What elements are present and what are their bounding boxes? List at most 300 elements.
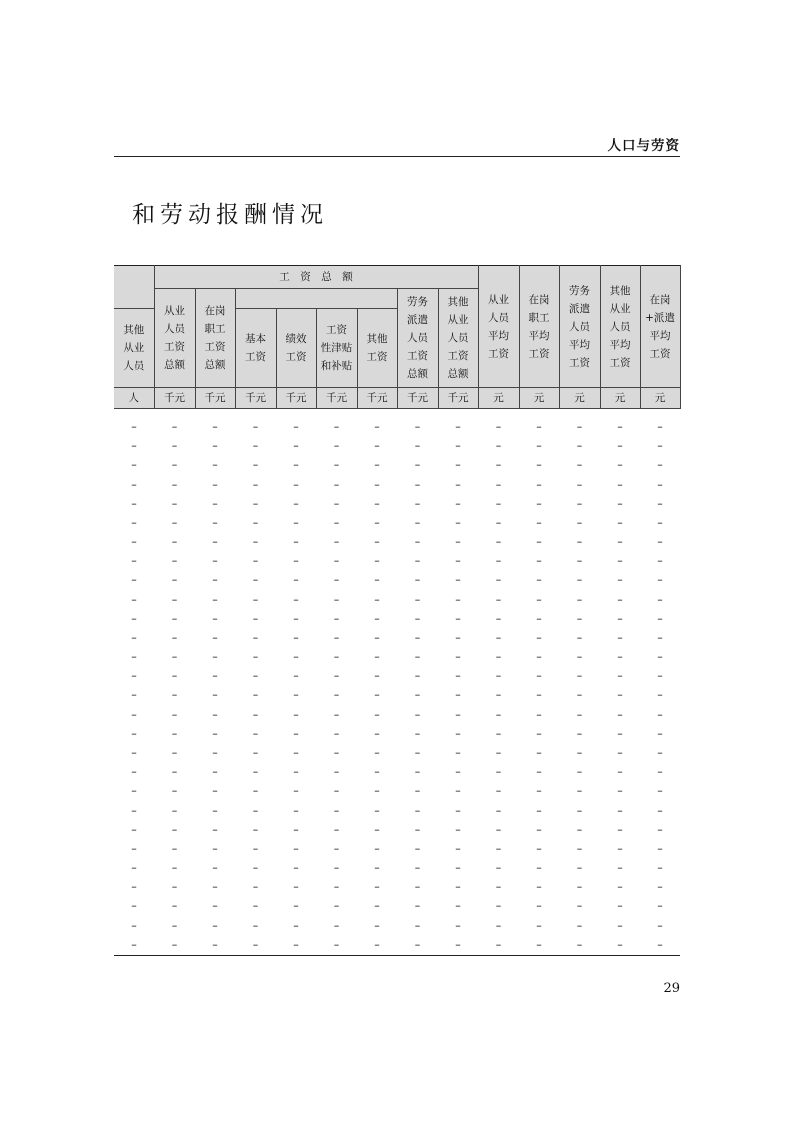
cell-value: – <box>536 861 542 875</box>
table-cell <box>600 609 640 628</box>
table-cell <box>640 551 680 570</box>
table-cell <box>357 628 397 647</box>
cell-value: – <box>414 765 421 779</box>
table-cell <box>357 551 397 570</box>
cell-value: – <box>171 496 178 510</box>
table-cell <box>519 436 559 455</box>
cell-value: – <box>171 861 178 875</box>
cell-value: – <box>131 726 137 740</box>
cell-value: – <box>171 573 178 587</box>
table-cell <box>154 685 195 704</box>
table-cell <box>154 532 195 551</box>
table-cell <box>397 475 438 494</box>
table-cell <box>195 935 235 954</box>
cell-value: – <box>536 496 542 510</box>
table-cell <box>438 532 478 551</box>
table-cell <box>276 724 316 743</box>
cell-value: – <box>374 726 380 740</box>
cell-value: – <box>576 611 583 625</box>
cell-value: – <box>617 861 623 875</box>
cell-value: – <box>455 496 461 510</box>
table-cell <box>559 705 600 724</box>
unit-cell: 元 <box>559 388 600 409</box>
table-cell <box>438 705 478 724</box>
table-cell <box>478 409 519 437</box>
table-cell <box>235 820 276 839</box>
table-row <box>114 877 680 896</box>
cell-value: – <box>131 573 137 587</box>
cell-value: – <box>657 803 663 817</box>
table-cell <box>640 724 680 743</box>
table-cell <box>235 800 276 819</box>
table-cell <box>235 647 276 666</box>
table-cell <box>600 820 640 839</box>
table-cell <box>195 455 235 474</box>
table-cell <box>519 743 559 762</box>
cell-value: – <box>495 803 502 817</box>
table-cell <box>154 494 195 513</box>
cell-value: – <box>131 880 137 894</box>
table-cell <box>114 724 154 743</box>
cell-value: – <box>617 554 623 568</box>
table-cell <box>276 494 316 513</box>
table-cell <box>397 590 438 609</box>
cell-value: – <box>495 707 502 721</box>
cell-value: – <box>374 861 380 875</box>
table-cell <box>195 685 235 704</box>
table-cell <box>235 666 276 685</box>
cell-value: – <box>657 841 663 855</box>
table-cell <box>397 915 438 934</box>
cell-value: – <box>333 496 340 510</box>
table-cell <box>235 628 276 647</box>
cell-value: – <box>414 746 421 759</box>
cell-value: – <box>617 669 623 683</box>
cell-value: – <box>455 573 461 587</box>
unit-cell: 千元 <box>154 388 195 409</box>
table-cell <box>357 858 397 877</box>
cell-value: – <box>212 458 218 472</box>
cell-value: – <box>536 841 542 855</box>
table-cell <box>195 609 235 628</box>
table-cell <box>397 800 438 819</box>
table-cell <box>438 513 478 532</box>
table-cell <box>195 781 235 800</box>
table-cell <box>114 590 154 609</box>
table-cell <box>235 743 276 762</box>
cell-value: – <box>212 650 218 664</box>
cell-value: – <box>131 515 137 529</box>
table-cell <box>195 877 235 896</box>
cell-value: – <box>455 918 461 932</box>
cell-value: – <box>333 630 340 644</box>
cell-value: – <box>333 573 340 587</box>
table-cell <box>397 839 438 858</box>
cell-value: – <box>252 669 259 683</box>
header-other-staff-wage-total: 其他 从业 人员 工资 总额 <box>438 289 478 388</box>
table-cell <box>316 781 357 800</box>
cell-value: – <box>252 918 259 932</box>
table-cell <box>478 532 519 551</box>
table-cell <box>235 532 276 551</box>
table-cell <box>438 409 478 437</box>
page-title: 和劳动报酬情况 <box>132 202 328 228</box>
table-cell <box>397 877 438 896</box>
cell-value: – <box>576 458 583 472</box>
cell-value: – <box>617 784 623 798</box>
table-cell <box>478 628 519 647</box>
table-cell <box>316 628 357 647</box>
table-cell <box>114 915 154 934</box>
cell-value: – <box>333 458 340 472</box>
cell-value: – <box>131 650 137 664</box>
table-cell <box>640 705 680 724</box>
table-cell <box>600 436 640 455</box>
table-cell <box>316 839 357 858</box>
cell-value: – <box>657 746 663 759</box>
table-cell <box>478 609 519 628</box>
table-cell <box>154 781 195 800</box>
cell-value: – <box>495 535 502 549</box>
cell-value: – <box>374 688 380 702</box>
table-cell <box>559 915 600 934</box>
table-cell <box>357 705 397 724</box>
table-cell <box>640 935 680 954</box>
table-cell <box>154 724 195 743</box>
cell-value: – <box>374 707 380 721</box>
table-cell <box>154 409 195 437</box>
table-cell <box>235 609 276 628</box>
cell-value: – <box>495 880 502 894</box>
cell-value: – <box>657 573 663 587</box>
cell-value: – <box>293 707 299 721</box>
cell-value: – <box>131 822 137 836</box>
cell-value: – <box>131 496 137 510</box>
table-cell <box>195 436 235 455</box>
cell-value: – <box>374 669 380 683</box>
cell-value: – <box>414 458 421 472</box>
cell-value: – <box>374 439 380 453</box>
table-cell <box>195 705 235 724</box>
cell-value: – <box>374 420 380 434</box>
cell-value: – <box>333 592 340 606</box>
cell-value: – <box>333 726 340 740</box>
table-cell <box>519 532 559 551</box>
table-cell <box>478 436 519 455</box>
cell-value: – <box>617 746 623 759</box>
cell-value: – <box>171 765 178 779</box>
table-cell <box>114 494 154 513</box>
table-cell <box>478 820 519 839</box>
cell-value: – <box>212 726 218 740</box>
cell-value: – <box>414 496 421 510</box>
table-cell <box>600 915 640 934</box>
cell-value: – <box>617 420 623 434</box>
table-cell <box>519 685 559 704</box>
cell-value: – <box>293 611 299 625</box>
cell-value: – <box>617 496 623 510</box>
cell-value: – <box>455 861 461 875</box>
cell-value: – <box>455 880 461 894</box>
table-cell <box>438 590 478 609</box>
table-cell <box>235 877 276 896</box>
cell-value: – <box>374 630 380 644</box>
cell-value: – <box>495 746 502 759</box>
cell-value: – <box>536 650 542 664</box>
cell-value: – <box>293 937 299 951</box>
table-cell <box>195 896 235 915</box>
cell-value: – <box>495 726 502 740</box>
cell-value: – <box>293 420 299 434</box>
unit-cell: 元 <box>600 388 640 409</box>
cell-value: – <box>131 611 137 625</box>
table-cell <box>235 475 276 494</box>
table-row <box>114 590 680 609</box>
cell-value: – <box>617 841 623 855</box>
table-cell <box>397 494 438 513</box>
table-cell <box>397 570 438 589</box>
table-cell <box>114 839 154 858</box>
table-row <box>114 409 680 437</box>
table-cell <box>357 724 397 743</box>
table-cell <box>559 896 600 915</box>
table-cell <box>235 896 276 915</box>
cell-value: – <box>536 899 542 913</box>
cell-value: – <box>131 420 137 434</box>
table-cell <box>316 513 357 532</box>
table-cell <box>235 705 276 724</box>
table-cell <box>235 409 276 437</box>
table-cell <box>316 409 357 437</box>
page-number: 29 <box>663 981 680 996</box>
cell-value: – <box>536 765 542 779</box>
cell-value: – <box>293 765 299 779</box>
cell-value: – <box>131 707 137 721</box>
table-cell <box>397 705 438 724</box>
table-cell <box>559 935 600 954</box>
cell-value: – <box>495 669 502 683</box>
cell-value: – <box>131 535 137 549</box>
table-cell <box>559 724 600 743</box>
cell-value: – <box>171 611 178 625</box>
cell-value: – <box>576 765 583 779</box>
table-cell <box>357 532 397 551</box>
table-cell <box>519 570 559 589</box>
cell-value: – <box>576 573 583 587</box>
cell-value: – <box>617 592 623 606</box>
header-avg-staff-wage: 从业 人员 平均 工资 <box>478 266 519 388</box>
cell-value: – <box>576 535 583 549</box>
table-cell <box>519 705 559 724</box>
table-cell <box>519 475 559 494</box>
cell-value: – <box>414 477 421 491</box>
cell-value: – <box>657 937 663 951</box>
cell-value: – <box>576 477 583 491</box>
table-cell <box>559 436 600 455</box>
cell-value: – <box>374 496 380 510</box>
cell-value: – <box>414 592 421 606</box>
cell-value: – <box>212 592 218 606</box>
table-cell <box>154 839 195 858</box>
cell-value: – <box>657 880 663 894</box>
header-allowance: 工资 性津贴 和补贴 <box>316 309 357 388</box>
cell-value: – <box>131 477 137 491</box>
table-cell <box>114 513 154 532</box>
table-cell <box>559 820 600 839</box>
header-total-staff-wage: 从业 人员 工资 总额 <box>154 289 195 388</box>
cell-value: – <box>171 439 178 453</box>
table-cell <box>519 896 559 915</box>
table-cell <box>357 436 397 455</box>
cell-value: – <box>374 515 380 529</box>
cell-value: – <box>495 765 502 779</box>
table-cell <box>235 781 276 800</box>
table-cell <box>600 724 640 743</box>
cell-value: – <box>495 439 502 453</box>
cell-value: – <box>131 669 137 683</box>
table-cell <box>559 839 600 858</box>
cell-value: – <box>374 937 380 951</box>
table-cell <box>154 609 195 628</box>
table-cell <box>438 570 478 589</box>
table-cell <box>357 762 397 781</box>
table-cell <box>640 532 680 551</box>
header-dispatch-wage-total: 劳务 派遣 人员 工资 总额 <box>397 289 438 388</box>
cell-value: – <box>536 535 542 549</box>
cell-value: – <box>252 861 259 875</box>
cell-value: – <box>333 707 340 721</box>
cell-value: – <box>252 707 259 721</box>
table-cell <box>397 409 438 437</box>
table-cell <box>195 839 235 858</box>
table-row <box>114 743 680 762</box>
cell-value: – <box>212 746 218 759</box>
table-cell <box>276 513 316 532</box>
cell-value: – <box>576 899 583 913</box>
table-cell <box>154 570 195 589</box>
table-cell <box>235 915 276 934</box>
table-cell <box>154 455 195 474</box>
table-cell <box>559 570 600 589</box>
cell-value: – <box>495 573 502 587</box>
cell-value: – <box>131 765 137 779</box>
cell-value: – <box>576 726 583 740</box>
table-cell <box>235 724 276 743</box>
table-cell <box>316 647 357 666</box>
table-cell <box>559 513 600 532</box>
table-cell <box>114 896 154 915</box>
table-cell <box>154 705 195 724</box>
cell-value: – <box>212 573 218 587</box>
table-row <box>114 666 680 685</box>
table-cell <box>114 532 154 551</box>
table-cell <box>478 839 519 858</box>
cell-value: – <box>576 420 583 434</box>
table-cell <box>357 781 397 800</box>
table-cell <box>154 800 195 819</box>
cell-value: – <box>495 822 502 836</box>
table-cell <box>600 551 640 570</box>
table-cell <box>195 551 235 570</box>
table-cell <box>559 877 600 896</box>
table-cell <box>316 743 357 762</box>
cell-value: – <box>536 458 542 472</box>
table-cell <box>276 570 316 589</box>
table-cell <box>357 494 397 513</box>
cell-value: – <box>252 765 259 779</box>
table-cell <box>438 896 478 915</box>
cell-value: – <box>252 784 259 798</box>
cell-value: – <box>293 554 299 568</box>
unit-cell: 千元 <box>235 388 276 409</box>
table-row <box>114 551 680 570</box>
table-cell <box>154 820 195 839</box>
table-cell <box>640 666 680 685</box>
cell-value: – <box>212 899 218 913</box>
section-title: 人口与劳资 <box>607 138 680 154</box>
table-cell <box>276 647 316 666</box>
cell-value: – <box>576 918 583 932</box>
table-cell <box>316 455 357 474</box>
cell-value: – <box>617 803 623 817</box>
cell-value: – <box>617 937 623 951</box>
cell-value: – <box>414 535 421 549</box>
table-cell <box>276 820 316 839</box>
cell-value: – <box>617 650 623 664</box>
table-cell <box>600 858 640 877</box>
table-row <box>114 570 680 589</box>
table-cell <box>397 724 438 743</box>
cell-value: – <box>536 669 542 683</box>
table-cell <box>519 915 559 934</box>
cell-value: – <box>455 803 461 817</box>
table-cell <box>154 935 195 954</box>
unit-cell: 千元 <box>357 388 397 409</box>
cell-value: – <box>576 554 583 568</box>
unit-cell: 千元 <box>276 388 316 409</box>
table-cell <box>438 724 478 743</box>
cell-value: – <box>171 880 178 894</box>
header-avg-other-wage: 其他 从业 人员 平均 工资 <box>600 266 640 388</box>
table-cell <box>235 839 276 858</box>
table-cell <box>600 570 640 589</box>
cell-value: – <box>617 515 623 529</box>
cell-value: – <box>252 439 259 453</box>
table-cell <box>478 647 519 666</box>
table-cell <box>357 666 397 685</box>
table-cell <box>154 896 195 915</box>
cell-value: – <box>414 707 421 721</box>
table-cell <box>276 455 316 474</box>
table-cell <box>600 762 640 781</box>
table-cell <box>600 839 640 858</box>
table-cell <box>316 532 357 551</box>
cell-value: – <box>455 515 461 529</box>
table-cell <box>114 877 154 896</box>
cell-value: – <box>455 630 461 644</box>
table-cell <box>438 551 478 570</box>
cell-value: – <box>617 688 623 702</box>
cell-value: – <box>414 650 421 664</box>
cell-value: – <box>536 515 542 529</box>
cell-value: – <box>374 899 380 913</box>
table-cell <box>478 896 519 915</box>
table-cell <box>600 800 640 819</box>
table-cell <box>559 800 600 819</box>
cell-value: – <box>576 439 583 453</box>
running-head <box>114 132 680 157</box>
cell-value: – <box>414 688 421 702</box>
